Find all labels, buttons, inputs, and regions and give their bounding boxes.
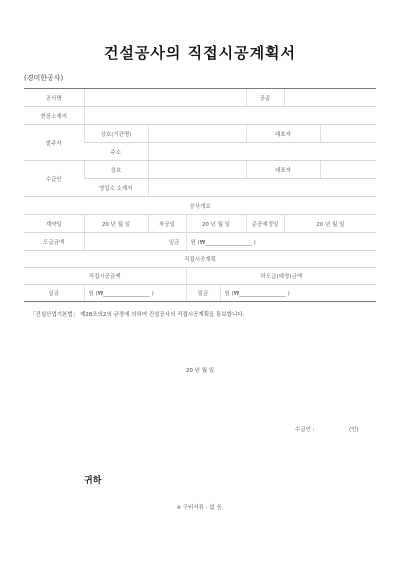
addressee: 귀하 [84,476,102,486]
direct-amount-label: 직접시공금액 [24,268,186,285]
attachments-note: ※ 구비서류 : 없 음. [176,505,224,511]
legal-notice: 「건설산업기본법」 제28조의2의 규정에 의하여 건설공사의 직접시공계획을 통보합니다. [30,312,245,318]
plan-form-table [24,88,376,302]
work-type-label: 공종 [246,89,284,107]
orderer-address-field[interactable] [148,143,376,161]
contractor-representative-label: 대표자 [246,161,320,179]
completion-date-label: 준공예정일 [246,215,284,233]
site-location-field[interactable] [84,107,376,125]
work-type-field[interactable] [284,89,376,107]
document-title: 건설공사의 직접시공계획서 [103,44,297,62]
orderer-representative-label: 대표자 [246,125,320,143]
orderer-company-label: 상호(기관명) [84,125,148,143]
subcontract-amount-prefix: 일금 [186,285,220,302]
recipient-label: 수급인 : [295,427,315,433]
site-location-label: 현장소재지 [24,107,84,125]
completion-date-field[interactable]: 20 년 월 일 [284,215,376,233]
contractor-company-label: 상호 [84,161,148,179]
orderer-label: 발주자 [24,125,84,161]
start-date-label: 착공일 [148,215,186,233]
subcontract-amount-label: 하도급(예정)금액 [186,268,376,285]
project-name-label: 공사명 [24,89,84,107]
document-subtitle: (경미한공사) [24,74,64,82]
business-location-field[interactable] [148,179,376,197]
contractor-representative-field[interactable] [320,161,376,179]
contract-amount-field[interactable]: 원 (₩_________________ ) [186,233,376,251]
start-date-field[interactable]: 20 년 월 일 [186,215,246,233]
orderer-company-field[interactable] [148,125,246,143]
orderer-address-label: 주소 [84,143,148,161]
plan-heading: 직접시공계획 [24,251,376,268]
contract-date-field[interactable]: 20 년 월 일 [84,215,148,233]
sign-date[interactable]: 20 년 월 일 [185,368,215,374]
contractor-company-field[interactable] [148,161,246,179]
project-name-field[interactable] [84,89,246,107]
orderer-representative-field[interactable] [320,125,376,143]
seal-mark: (인) [349,427,359,433]
contract-date-label: 계약일 [24,215,84,233]
contractor-label: 수급인 [24,161,84,197]
overview-heading: 공사개요 [24,197,376,215]
direct-amount-prefix: 일금 [24,285,84,302]
subcontract-amount-field[interactable]: 원 (₩_________________ ) [220,285,376,302]
contract-amount-prefix: 일금 [84,233,186,251]
business-location-label: 영업소 소재지 [84,179,148,197]
contract-amount-label: 도급금액 [24,233,84,251]
direct-amount-field[interactable]: 원 (₩_________________ ) [84,285,186,302]
